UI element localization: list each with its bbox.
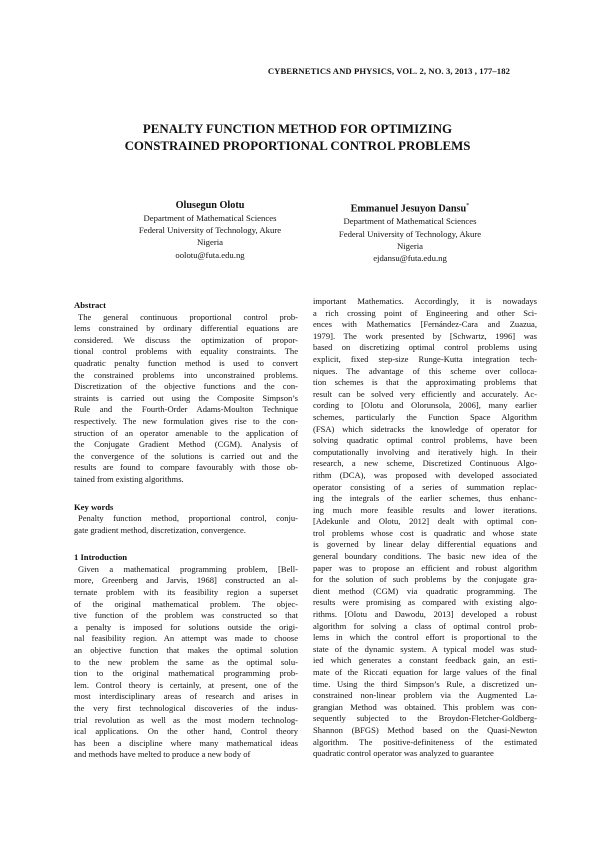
text-line: for the solution of such problems by the conjugate gra- <box>313 574 537 585</box>
abstract-heading: Abstract <box>74 300 106 310</box>
author-email: oolotu@futa.edu.ng <box>175 249 245 260</box>
introduction-heading: 1 Introduction <box>74 552 128 563</box>
text-line: has been a discipline where many mathematical ideas <box>74 737 298 748</box>
author-institution: Federal University of Technology, Akure <box>338 228 482 239</box>
text-line: tained from existing algorithms. <box>74 473 184 484</box>
title-line: PENALTY FUNCTION METHOD FOR OPTIMIZING <box>142 122 453 136</box>
journal-header: CYBERNETICS AND PHYSICS, VOL. 2, NO. 3, 2013 , 177–182 <box>267 66 510 76</box>
text-line: lem. Control theory is certainly, at present, one of the <box>74 679 298 690</box>
text-line: results are found to compare favourably with those ob- <box>74 462 298 473</box>
text-line: a penalty is imposed for solutions outside the origi- <box>74 621 298 632</box>
introduction-body <box>74 564 298 761</box>
text-line: computationally involving and iteratively high. In their <box>313 446 537 457</box>
text-line: time. Using the third Simpson’s Rule, a discretized un- <box>313 678 537 689</box>
text-line: a rich crossing point of Engineering and other Sci- <box>313 307 537 318</box>
keywords-body <box>74 513 298 536</box>
text-line: (FSA) which sidetracks the knowledge of operator for <box>313 423 537 434</box>
text-line: Given a mathematical programming problem, [Bell- <box>78 563 298 574</box>
text-line: quadratic penalty function method is used to convert <box>74 357 298 368</box>
author-block-dansu <box>318 199 502 264</box>
introduction-continued <box>313 296 537 760</box>
text-line: nal feasibility region. An attempt was made to choose <box>74 633 298 644</box>
text-line: sequently subjected to the Broydon-Fletcher-Goldberg- <box>313 713 537 724</box>
text-line: Discretization of the objective functions and the con- <box>74 381 298 392</box>
text-line: Penalty function method, proportional control, conju- <box>78 513 298 524</box>
author-institution: Federal University of Technology, Akure <box>138 225 282 236</box>
text-line: niques. The advantage of this scheme over colloca- <box>313 365 537 376</box>
text-line: tion schemes is that the approximating problems that <box>313 377 537 388</box>
author-department: Department of Mathematical Sciences <box>343 216 477 227</box>
text-line: of the original mathematical problem. The objec- <box>74 598 298 609</box>
text-line: based on discretizing optimal control problems using <box>313 342 537 353</box>
text-line: explicit, fixed step-size Runge-Kutta integration tech- <box>313 353 537 364</box>
text-line: is governed by linear delay differential equations and <box>313 539 537 550</box>
text-line: more, Greenberg and Jarvis, 1968] constructed an al- <box>74 575 298 586</box>
text-line: Rule and the Fourth-Order Adams-Moulton Technique <box>74 404 298 415</box>
author-name: Olusegun Olotu <box>175 200 245 211</box>
author-name: Emmanuel Jesuyon Dansu* <box>350 202 470 215</box>
text-line: tive function of the problem was constructed so that <box>74 610 298 621</box>
text-line: general boundary conditions. The basic new idea of the <box>313 551 537 562</box>
text-line: research, a new scheme, Discretized Continuous Algo- <box>313 458 537 469</box>
text-line: The general continuous proportional control prob- <box>78 311 298 322</box>
text-line: ing much more feasible results and lower iterations. <box>313 504 537 515</box>
text-line: algorithm for solving a class of optimal control prob- <box>313 620 537 631</box>
text-line: lems in which the control effort is proportional to the <box>313 632 537 643</box>
text-line: quadratic control operator was analyzed to guarantee <box>313 748 494 759</box>
text-line: ternate problem with its feasibility region a superset <box>74 587 298 598</box>
text-line: ing the integrals of the earlier schemes, thus enhanc- <box>313 493 537 504</box>
text-line: to the new problem the same as the optimal solu- <box>74 656 298 667</box>
text-line: lems constrained by ordinary differential equations are <box>74 323 298 334</box>
author-country: Nigeria <box>196 237 224 248</box>
author-block-olotu <box>118 199 302 261</box>
abstract-body <box>74 312 298 486</box>
text-line: algorithm. The positive-definiteness of the estimated <box>313 736 537 747</box>
text-line: 1979]. The work presented by [Schwartz, 1996] was <box>313 330 537 341</box>
text-line: trol problems whose cost is quadratic and whose state <box>313 527 537 538</box>
text-line: considered. We discuss the optimization of propor- <box>74 334 298 345</box>
text-line: operator consisting of a series of summation replac- <box>313 481 537 492</box>
text-line: mate of the Riccati equation for large values of the final <box>313 667 537 677</box>
right-column <box>313 296 537 760</box>
paper-title <box>0 121 595 154</box>
text-line: schemes, particularly the Function Space Algorithm <box>313 411 537 422</box>
text-line: the convergence of the solutions is carried out and the <box>74 450 298 461</box>
left-column <box>74 300 298 761</box>
text-line: the Conjugate Gradient Method (CGM). Analysis of <box>74 439 298 450</box>
title-line: CONSTRAINED PROPORTIONAL CONTROL PROBLEMS <box>124 138 471 153</box>
text-line: the constrained problems into unconstrained problems. <box>74 369 298 380</box>
text-line: straints is carried out using the Composite Simpson’s <box>74 392 298 403</box>
text-line: rithms. [Olotu and Dawodu, 2013] developed a robust <box>313 609 537 620</box>
text-line: result can be solved very efficiently and accurately. Ac- <box>313 388 537 399</box>
text-line: cording to [Olotu and Olorunsola, 2006], many earlier <box>313 400 537 411</box>
text-line: solving quadratic optimal control problems, have been <box>313 435 537 446</box>
text-line: an objective function that makes the optimal solution <box>74 645 298 656</box>
text-line: and methods have melted to produce a new body of <box>74 749 251 760</box>
text-line: trial revolution as well as the most modern technolog- <box>74 714 298 725</box>
text-line: tional control problems with equality constraints. The <box>74 346 298 357</box>
text-line: [Adekunle and Olotu, 2012] dealt with optimal con- <box>313 516 537 527</box>
text-line: rithm (DCA), was proposed with developed associated <box>313 469 537 480</box>
text-line: grangian Method was obtained. This problem was con- <box>313 701 537 712</box>
text-line: respectively. The new formulation gives rise to the con- <box>74 415 298 426</box>
corresponding-author-mark: * <box>466 202 470 209</box>
text-line: struction of an operator amenable to the application of <box>74 427 298 438</box>
text-line: Shannon (BFGS) Method based on the Quasi-Newton <box>313 724 537 735</box>
author-country: Nigeria <box>396 240 424 251</box>
text-line: dient method (CGM) via quadratic programming. The <box>313 585 537 596</box>
text-line: ences with Mathematics [Fernández-Cara and Zuazua, <box>313 319 537 330</box>
text-line: state of the dynamic system. A typical model was stud- <box>313 643 537 654</box>
text-line: paper was to propose an efficient and robust algorithm <box>313 562 537 573</box>
text-line: results were promising as compared with existing algo- <box>313 597 537 608</box>
text-line: important Mathematics. Accordingly, it is nowadays <box>313 296 537 306</box>
text-line: constrained non-linear problem via the Augmented La- <box>313 690 537 701</box>
text-line: tion to the original mathematical programming prob- <box>74 668 298 679</box>
keywords-heading: Key words <box>74 501 114 512</box>
text-line: the very first technological discoveries of the indus- <box>74 703 298 713</box>
text-line: most interdisciplinary areas of research and arises in <box>74 691 298 702</box>
author-email: ejdansu@futa.edu.ng <box>373 253 447 263</box>
text-line: ied which generates a constant feedback gain, an esti- <box>313 655 537 666</box>
text-line: ical applications. On the other hand, Control theory <box>74 726 298 737</box>
author-department: Department of Mathematical Sciences <box>143 213 277 223</box>
text-line: gate gradient method, discretization, convergence. <box>74 524 246 535</box>
